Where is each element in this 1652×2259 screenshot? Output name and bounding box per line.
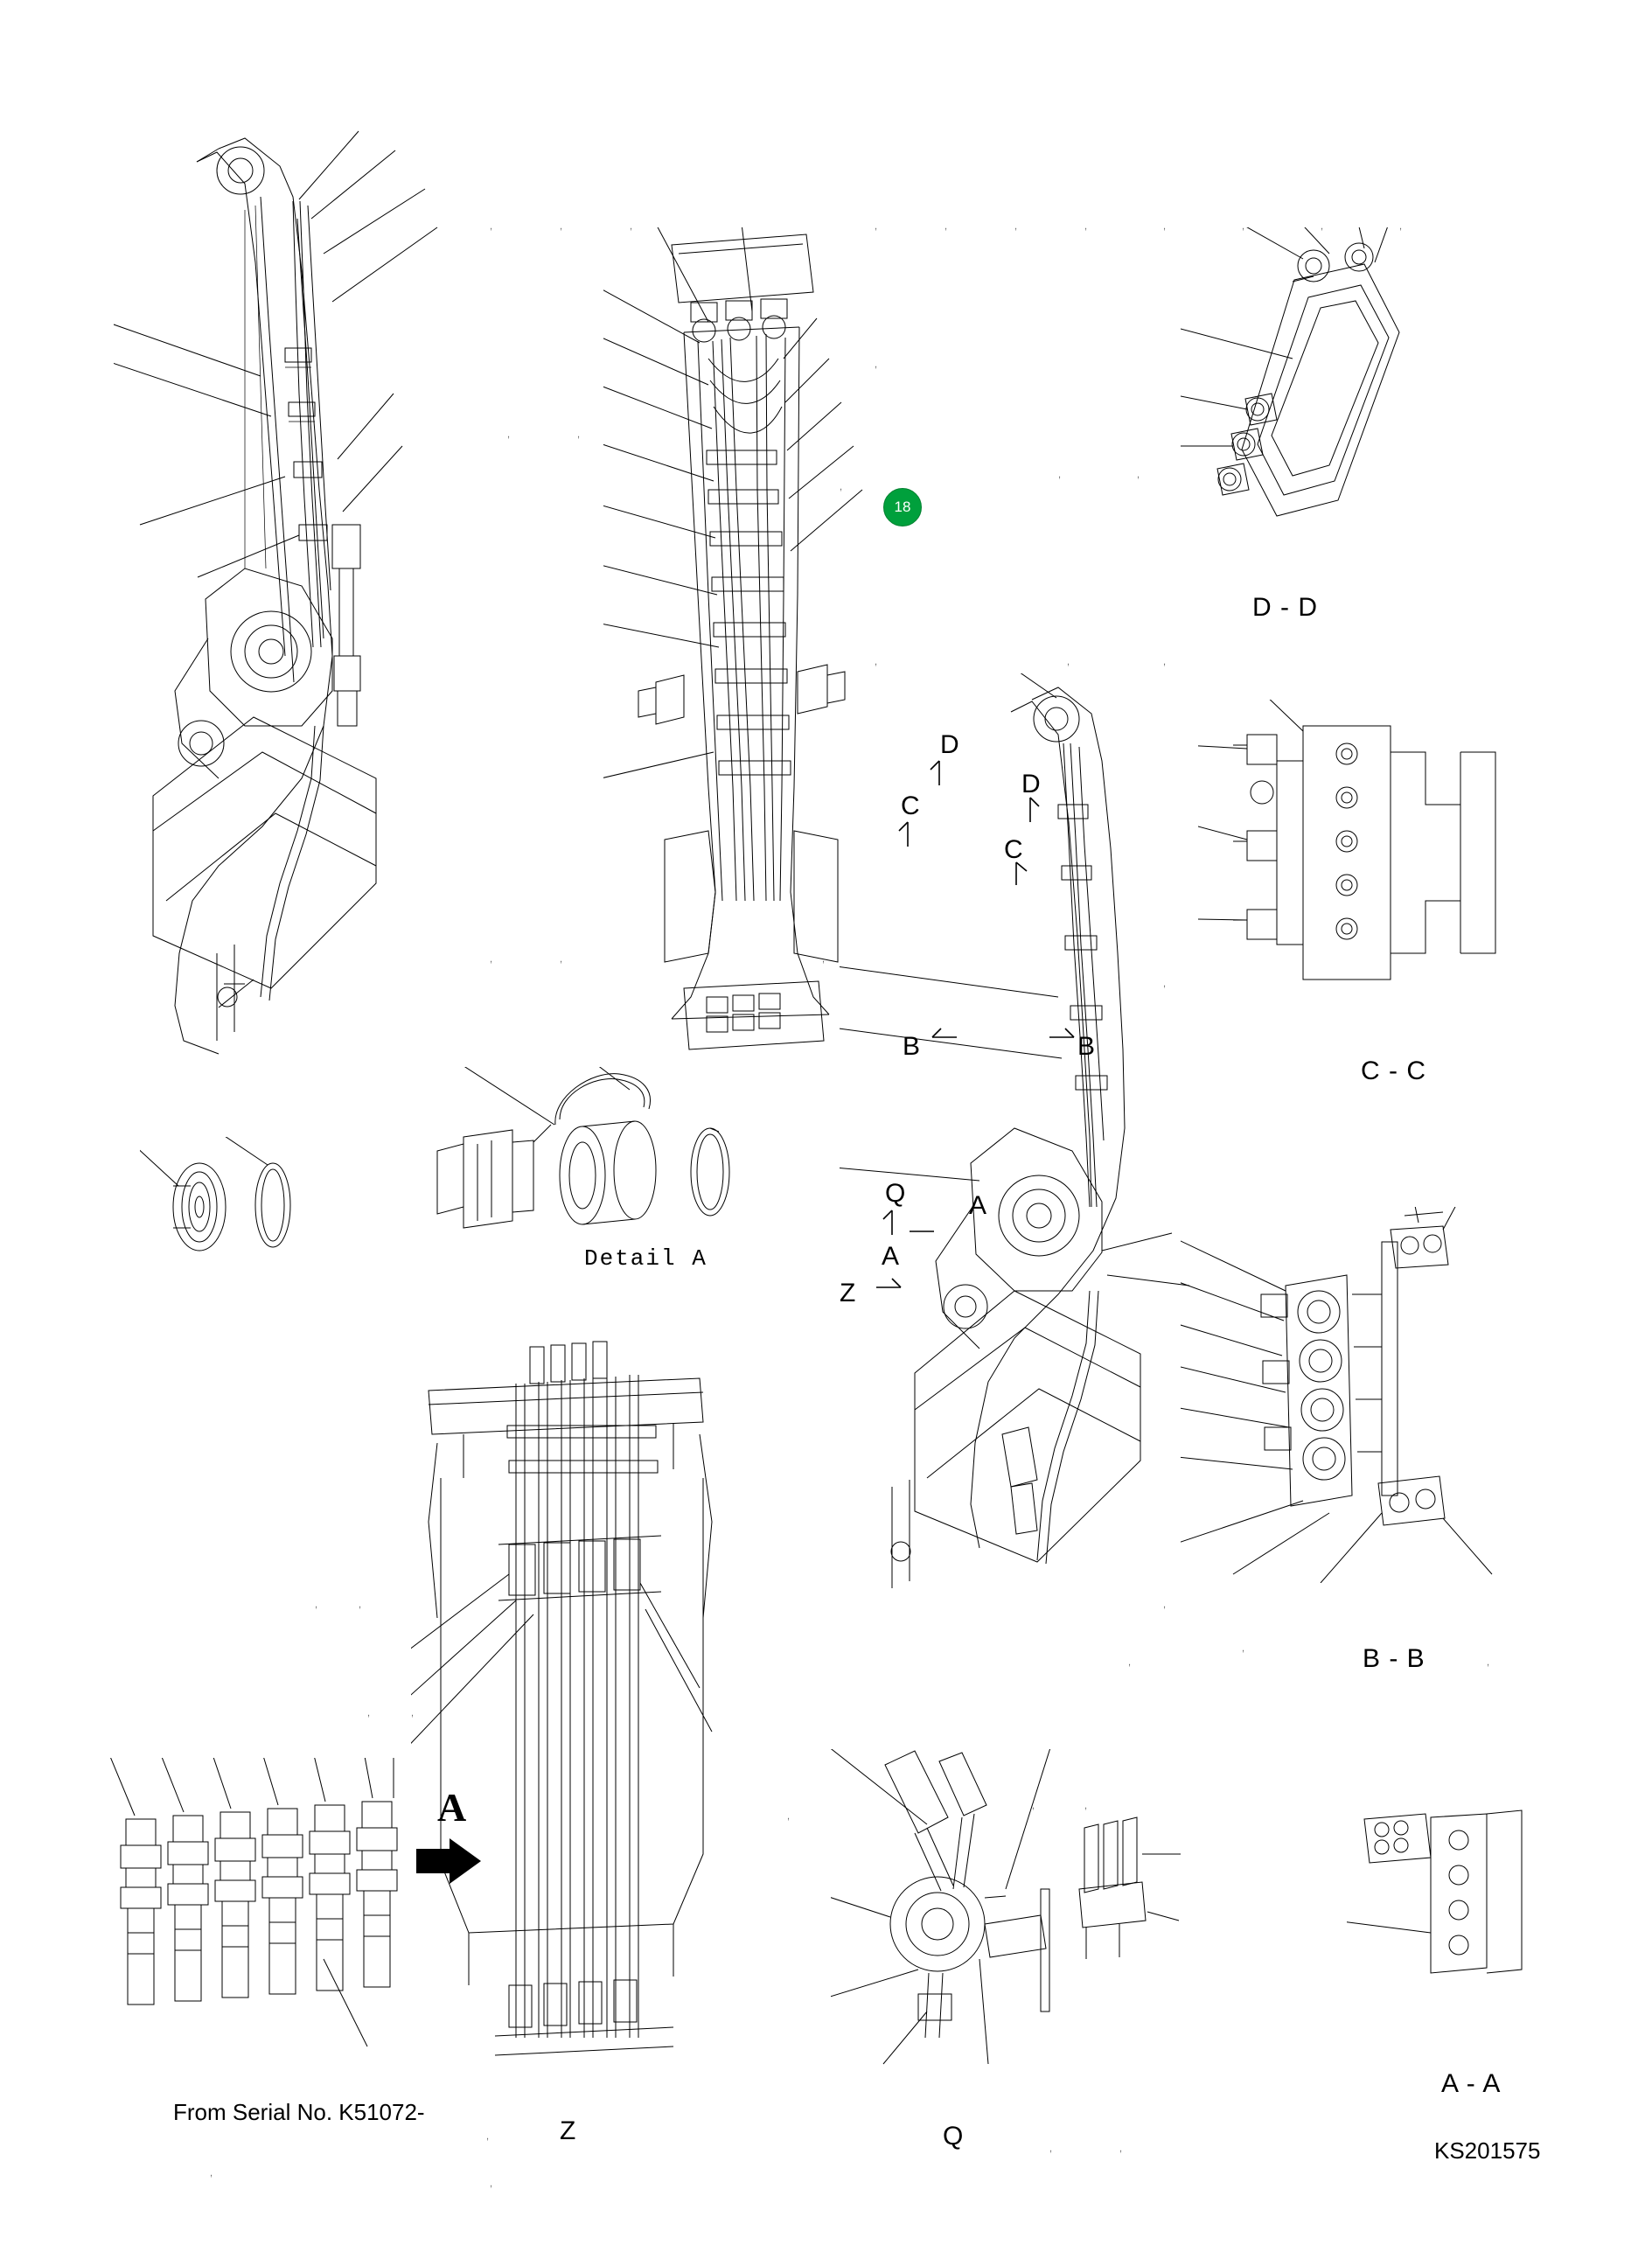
svg-text:,: , bbox=[1084, 221, 1088, 232]
svg-text:,: , bbox=[560, 954, 563, 965]
marker-d-lower: D bbox=[1021, 770, 1042, 798]
marker-b-left: B bbox=[903, 1032, 922, 1061]
svg-text:,: , bbox=[822, 954, 826, 965]
svg-text:,: , bbox=[787, 1811, 791, 1822]
svg-text:,: , bbox=[1119, 2144, 1123, 2154]
callout-badge-18[interactable]: 18 bbox=[883, 488, 922, 526]
svg-text:,: , bbox=[507, 429, 511, 440]
caption-detail-a: Detail A bbox=[584, 1245, 708, 1272]
serial-note: From Serial No. K51072- bbox=[173, 2099, 425, 2125]
marker-a-right: A bbox=[969, 1191, 988, 1220]
marker-d-upper: D bbox=[940, 730, 960, 759]
svg-text:,: , bbox=[490, 221, 493, 232]
svg-text:,: , bbox=[944, 221, 948, 232]
svg-text:,: , bbox=[560, 221, 563, 232]
svg-text:,: , bbox=[367, 1708, 371, 1719]
marker-z: Z bbox=[840, 1279, 857, 1307]
svg-text:,: , bbox=[1321, 221, 1324, 232]
svg-text:,: , bbox=[1049, 2144, 1053, 2154]
marker-a-big: A bbox=[437, 1785, 468, 1830]
svg-text:,: , bbox=[1163, 979, 1167, 989]
caption-view-q: Q bbox=[943, 2122, 965, 2151]
marker-q: Q bbox=[885, 1179, 907, 1208]
svg-text:,: , bbox=[1032, 1801, 1035, 1811]
svg-text:,: , bbox=[359, 1600, 362, 1610]
caption-section-bb: B - B bbox=[1363, 1644, 1425, 1673]
marker-c-upper: C bbox=[901, 791, 921, 820]
svg-text:,: , bbox=[1084, 1801, 1088, 1811]
svg-text:,: , bbox=[1067, 657, 1070, 667]
svg-text:,: , bbox=[1163, 221, 1167, 232]
svg-text:,: , bbox=[1163, 657, 1167, 667]
svg-text:,: , bbox=[1163, 1600, 1167, 1610]
marker-c-lower: C bbox=[1004, 835, 1024, 864]
marker-a-left: A bbox=[882, 1242, 901, 1271]
svg-text:,: , bbox=[1058, 470, 1062, 480]
svg-text:,: , bbox=[411, 1708, 415, 1719]
caption-section-cc: C - C bbox=[1361, 1056, 1426, 1085]
svg-text:,: , bbox=[840, 482, 843, 492]
caption-view-z: Z bbox=[560, 2116, 577, 2145]
caption-section-dd: D - D bbox=[1252, 593, 1318, 622]
caption-section-aa: A - A bbox=[1441, 2069, 1502, 2098]
svg-text:,: , bbox=[1128, 1657, 1132, 1668]
svg-text:,: , bbox=[210, 2168, 213, 2179]
svg-text:,: , bbox=[1137, 470, 1140, 480]
svg-text:,: , bbox=[1242, 221, 1245, 232]
svg-text:,: , bbox=[875, 657, 878, 667]
svg-text:,: , bbox=[875, 359, 878, 370]
svg-text:,: , bbox=[875, 221, 878, 232]
svg-text:,: , bbox=[315, 1600, 318, 1610]
svg-text:,: , bbox=[490, 2179, 493, 2189]
svg-text:,: , bbox=[630, 221, 633, 232]
drawing-number: KS201575 bbox=[1434, 2137, 1541, 2164]
svg-text:,: , bbox=[486, 2131, 490, 2142]
svg-text:,: , bbox=[1399, 221, 1403, 232]
svg-text:,: , bbox=[577, 429, 581, 440]
svg-text:,: , bbox=[1487, 1657, 1490, 1668]
svg-text:,: , bbox=[1014, 221, 1018, 232]
marker-b-right: B bbox=[1077, 1032, 1097, 1061]
svg-text:,: , bbox=[490, 954, 493, 965]
svg-text:,: , bbox=[1242, 1643, 1245, 1654]
